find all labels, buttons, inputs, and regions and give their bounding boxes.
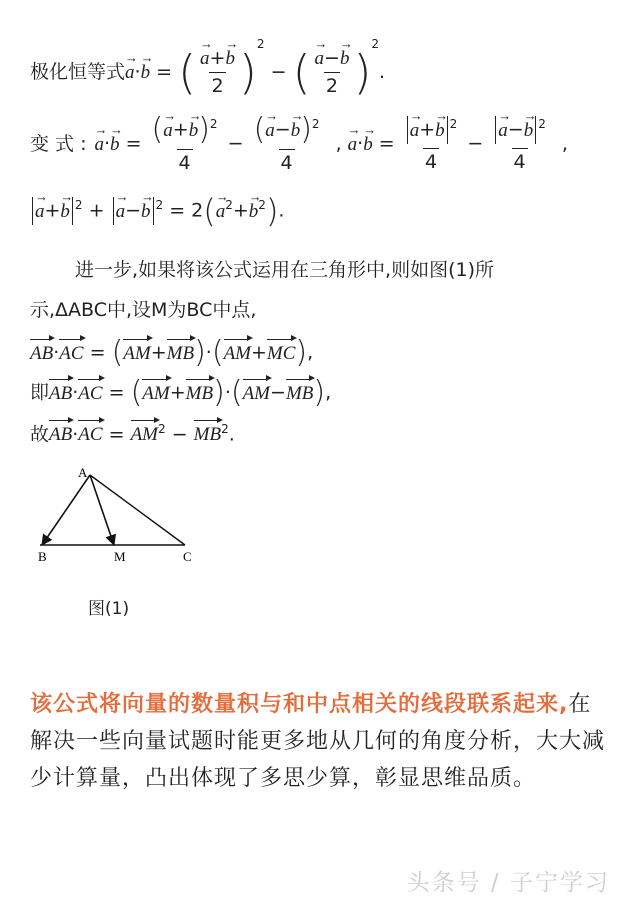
segment-AC bbox=[90, 475, 185, 545]
paragraph-line-2: 示,ΔABC中,设M为BC中点, bbox=[30, 299, 257, 321]
summary-rest: 在解决一些向量试题时能更多地从几何的角度分析，大大减少计算量，凸出体现了多思少算，彰显思维品质。 bbox=[30, 692, 606, 791]
variant-label: 变 式 : bbox=[30, 132, 87, 155]
label-C: C bbox=[183, 549, 192, 564]
equation-3: 故$AB\cdot AC = AM^2 - MB^2$. bbox=[30, 422, 235, 446]
label-B: B bbox=[38, 549, 47, 564]
norm-identity: → a+→ b $^2$ + → a−→ b $^2 = 2(\to a^2+\to b^2)$. bbox=[30, 195, 284, 227]
paragraph-line-1: 进一步,如果将该公式运用在三角形中,则如图(1)所 bbox=[75, 259, 494, 281]
figure-caption: 图(1) bbox=[88, 599, 130, 619]
summary-highlight: 该公式将向量的数量积与和中点相关的线段联系起来, bbox=[30, 692, 569, 717]
equation-1: AB·AC = (AM+MB)·(AM+MC), bbox=[30, 335, 314, 370]
equation-2: 即AB·AC = (AM+MB)·(AM−MB), bbox=[30, 375, 332, 410]
vector-AB bbox=[42, 475, 90, 545]
watermark: 头条号 / 子宁学习 bbox=[406, 870, 610, 896]
polar-identity: 极化恒等式→ a·→ b = ( → $\frac{a+\to b}{2}$ )$^2$ − ( → $\frac{a-\to b}{2}$ )$^2$. bbox=[30, 38, 385, 96]
label-M: M bbox=[114, 549, 126, 564]
summary-paragraph bbox=[30, 686, 610, 797]
variant-formula: 变 式 :→ a·→ b = $\frac{(\to a+\to b)^2}{4}$ − $\frac{(\to a-\to b)^2}{4}$ ,→ a·→ b = → $\frac{a+\to b ^2}{4}$ − → $\frac{a-\to b ^2}{4}$ , bbox=[30, 115, 568, 173]
vector-AM bbox=[90, 475, 114, 545]
label-A: A bbox=[78, 465, 88, 480]
polar-label: 极化恒等式 bbox=[30, 61, 126, 83]
triangle-figure bbox=[30, 465, 230, 575]
